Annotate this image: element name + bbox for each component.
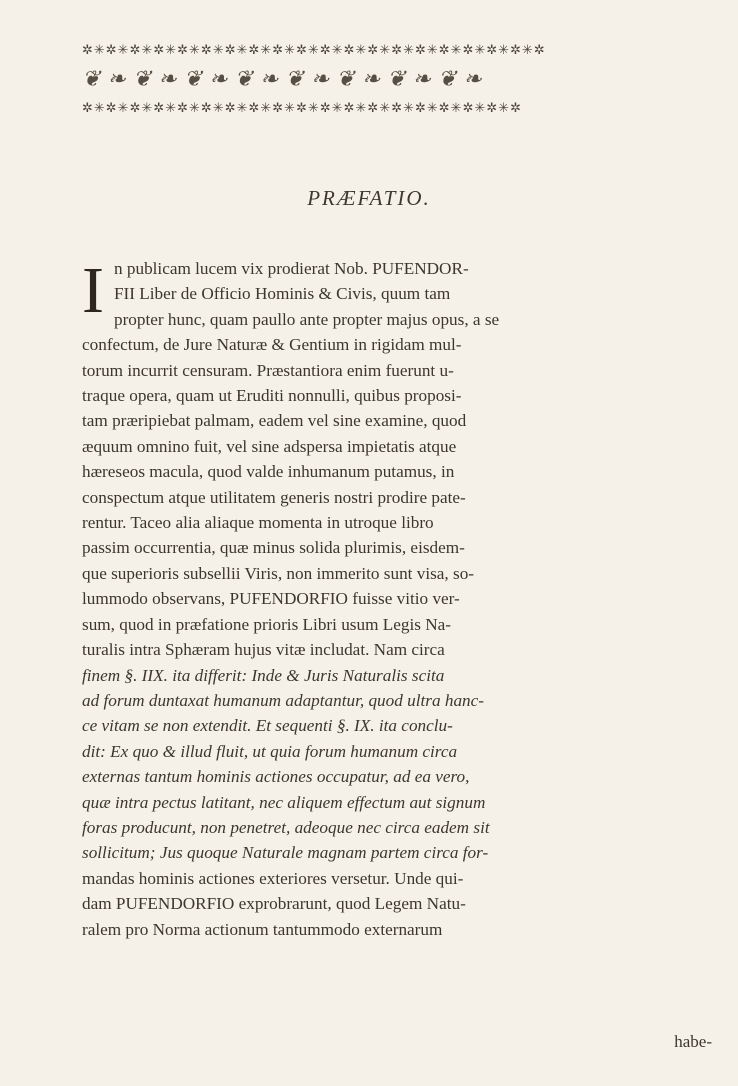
text-line: foras producunt, non penetret, adeoque nec circa eadem sit <box>82 817 490 837</box>
text-line: FII Liber de Officio Hominis & Civis, quum tam <box>113 284 451 304</box>
text-line: dam PUFENDORFIO exprobrarunt, quod Legem Natu- <box>82 894 466 914</box>
text-line: confectum, de Jure Naturæ & Gentium in rigidam mul- <box>82 335 462 355</box>
text-line: turalis intra Sphæram hujus vitæ includat. Nam circa <box>82 640 445 660</box>
text-line: propter hunc, quam paullo ante propter majus opus, a se <box>113 309 500 329</box>
text-line: hæreseos macula, quod valde inhumanum putamus, in <box>82 462 455 482</box>
text-line: que superioris subsellii Viris, non immerito sunt visa, so- <box>82 563 475 583</box>
text-line: æquum omnino fuit, vel sine adspersa impietatis atque <box>82 436 457 456</box>
text-line: sollicitum; Jus quoque Naturale magnam partem circa for- <box>82 843 489 863</box>
text-line: rentur. Taceo alia aliaque momenta in utroque libro <box>82 513 434 533</box>
text-line: ad forum duntaxat humanum adaptantur, quod ultra hanc- <box>82 690 484 710</box>
text-line: externas tantum hominis actiones occupatur, ad ea vero, <box>82 767 470 787</box>
headpiece-ornament <box>82 40 712 120</box>
text-line: dit: Ex quo & illud fluit, ut quia forum humanum circa <box>82 741 458 761</box>
text-line: tam præripiebat palmam, eadem vel sine examine, quod <box>82 411 467 431</box>
text-line: conspectum atque utilitatem generis nostri prodire pate- <box>82 487 466 507</box>
text-line: lummodo observans, PUFENDORFIO fuisse vitio ver- <box>82 589 460 609</box>
ornament-row-top: ✲✳✲✳✲✳✲✳✲✳✲✳✲✳✲✳✲✳✲✳✲✳✲✳✲✳✲✳✲✳✲✳✲✳✲✳✲✳✲ <box>82 42 546 58</box>
body-text <box>82 256 712 942</box>
text-line: ce vitam se non extendit. Et sequenti §. IX. ita conclu- <box>82 716 453 736</box>
text-line: torum incurrit censuram. Præstantiora enim fuerunt u- <box>82 360 454 380</box>
text-line: n publicam lucem vix prodierat Nob. PUFENDOR- <box>113 259 469 278</box>
text-line: mandas hominis actiones exteriores versetur. Unde qui- <box>82 868 464 888</box>
text-line: ralem pro Norma actionum tantummodo externarum <box>82 919 443 939</box>
text-line: quæ intra pectus latitant, nec aliquem effectum aut signum <box>82 792 486 812</box>
ornament-row-bottom: ✲✳✲✳✲✳✲✳✲✳✲✳✲✳✲✳✲✳✲✳✲✳✲✳✲✳✲✳✲✳✲✳✲✳✲✳✲ <box>82 100 523 116</box>
drop-cap: I <box>82 254 104 327</box>
ornament-band: ❦ ❧ ❦ ❧ ❦ ❧ ❦ ❧ ❦ ❧ ❦ ❧ ❦ ❧ ❦ ❧ <box>82 66 482 92</box>
text-line: sum, quod in præfatione prioris Libri usum Legis Na- <box>82 614 452 634</box>
text-line: traque opera, quam ut Eruditi nonnulli, quibus proposi- <box>82 386 462 406</box>
catchword: habe- <box>674 1032 712 1051</box>
text-line: passim occurrentia, quæ minus solida plurimis, eisdem- <box>82 538 465 558</box>
text-line: finem §. IIX. ita differit: Inde & Juris Naturalis scita <box>82 665 445 685</box>
page-title: PRÆFATIO. <box>307 186 431 210</box>
